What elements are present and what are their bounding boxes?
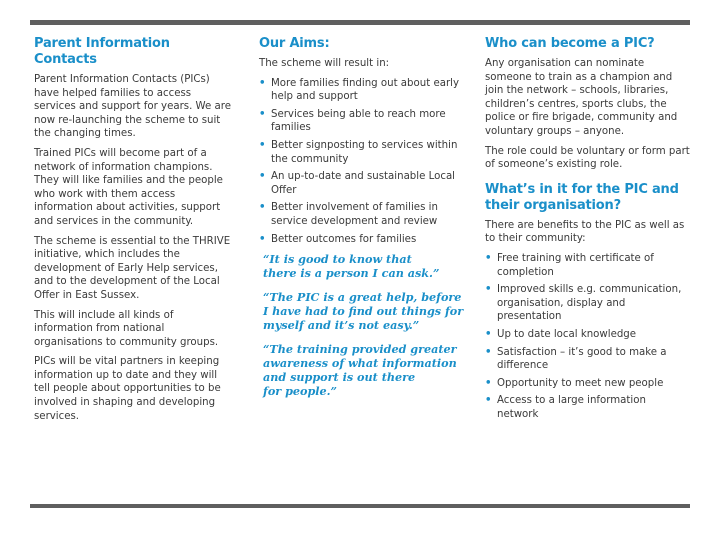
bullet-icon: •	[485, 284, 492, 296]
bullet-icon: •	[259, 171, 266, 183]
list-item-text: Up to date local knowledge	[497, 328, 637, 340]
list-item-text: More families finding out about early help and support	[271, 77, 459, 103]
list-item-text: Access to a large information network	[497, 395, 646, 420]
list-item-text: Opportunity to meet new people	[497, 377, 664, 389]
list-item-text: Free training with certificate of completion	[497, 252, 654, 278]
list-item-text: An up-to-date and sustainable Local Offer	[271, 171, 456, 196]
bullet-icon: •	[259, 233, 266, 245]
list-item	[485, 328, 690, 342]
paragraph: Parent Information Contacts (PICs) have helped families to access services and support for years. We are now re-launching the scheme to suit the changing times.	[34, 74, 232, 140]
list-item-text: Better involvement of families in service development and review	[271, 202, 438, 227]
paragraph: This will include all kinds of information from national organisations to community groups.	[34, 309, 219, 348]
list-item-text: Better signposting to services within the community	[271, 139, 458, 165]
list-item	[259, 77, 464, 104]
bottom-divider-rule	[30, 504, 690, 508]
list-item	[259, 108, 464, 135]
quote: “The PIC is a great help, before I have had to find out things for myself and it’s not easy.”	[263, 290, 464, 333]
list-item-text: Services being able to reach more families	[271, 108, 446, 134]
bullet-icon: •	[485, 395, 492, 407]
list-item-text: Improved skills e.g. communication, organisation, display and presentation	[497, 284, 682, 323]
column-our-aims	[259, 36, 464, 408]
heading-whats-in-it: What’s in it for the PIC and their organisation?	[485, 181, 679, 213]
aims-list	[259, 77, 464, 247]
benefits-intro: There are benefits to the PIC as well as to their community:	[485, 219, 685, 245]
top-divider-rule	[30, 20, 690, 25]
list-item-text: Better outcomes for families	[271, 233, 417, 245]
paragraph: Trained PICs will become part of a network of information champions. They will like families and the people who work with them access information about activities, support and services in the community.	[34, 147, 223, 227]
list-item	[259, 201, 464, 228]
testimonial-quotes	[259, 252, 464, 398]
list-item	[485, 283, 690, 324]
quote: “The training provided greater awareness of what information and support is out there for people.”	[263, 342, 457, 399]
quote: “It is good to know that there is a person I can ask.”	[263, 252, 440, 281]
list-item	[259, 170, 464, 197]
list-item	[485, 394, 690, 421]
heading-parent-information-contacts: Parent Information Contacts	[34, 36, 170, 67]
benefits-list	[485, 252, 690, 422]
heading-our-aims: Our Aims:	[259, 36, 330, 51]
paragraph: Any organisation can nominate someone to train as a champion and join the network – schools, libraries, children’s centres, sports clubs, the police or fire brigade, community and voluntary groups – anyone.	[485, 58, 678, 137]
paragraph: The scheme is essential to the THRIVE initiative, which includes the development of Early Help services, and to the development of the Local Offer in East Sussex.	[34, 235, 231, 301]
bullet-icon: •	[485, 346, 492, 358]
column-parent-information-contacts	[34, 36, 234, 429]
list-item	[259, 233, 464, 247]
paragraph: The role could be voluntary or form part of someone’s existing role.	[485, 145, 690, 171]
aims-intro: The scheme will result in:	[259, 58, 390, 69]
bullet-icon: •	[485, 328, 492, 340]
heading-who-can-become-pic: Who can become a PIC?	[485, 36, 655, 51]
list-item-text: Satisfaction – it’s good to make a difference	[497, 346, 667, 372]
bullet-icon: •	[259, 202, 266, 214]
list-item	[485, 252, 690, 279]
bullet-icon: •	[485, 252, 492, 264]
bullet-icon: •	[259, 108, 266, 120]
bullet-icon: •	[259, 77, 266, 89]
bullet-icon: •	[259, 139, 266, 151]
list-item	[485, 346, 690, 373]
paragraph: PICs will be vital partners in keeping information up to date and they will tell people about opportunities to be involved in shaping and developing services.	[34, 356, 221, 422]
column-who-can-become-pic	[485, 36, 690, 425]
list-item	[485, 377, 690, 391]
bullet-icon: •	[485, 377, 492, 389]
list-item	[259, 139, 464, 166]
